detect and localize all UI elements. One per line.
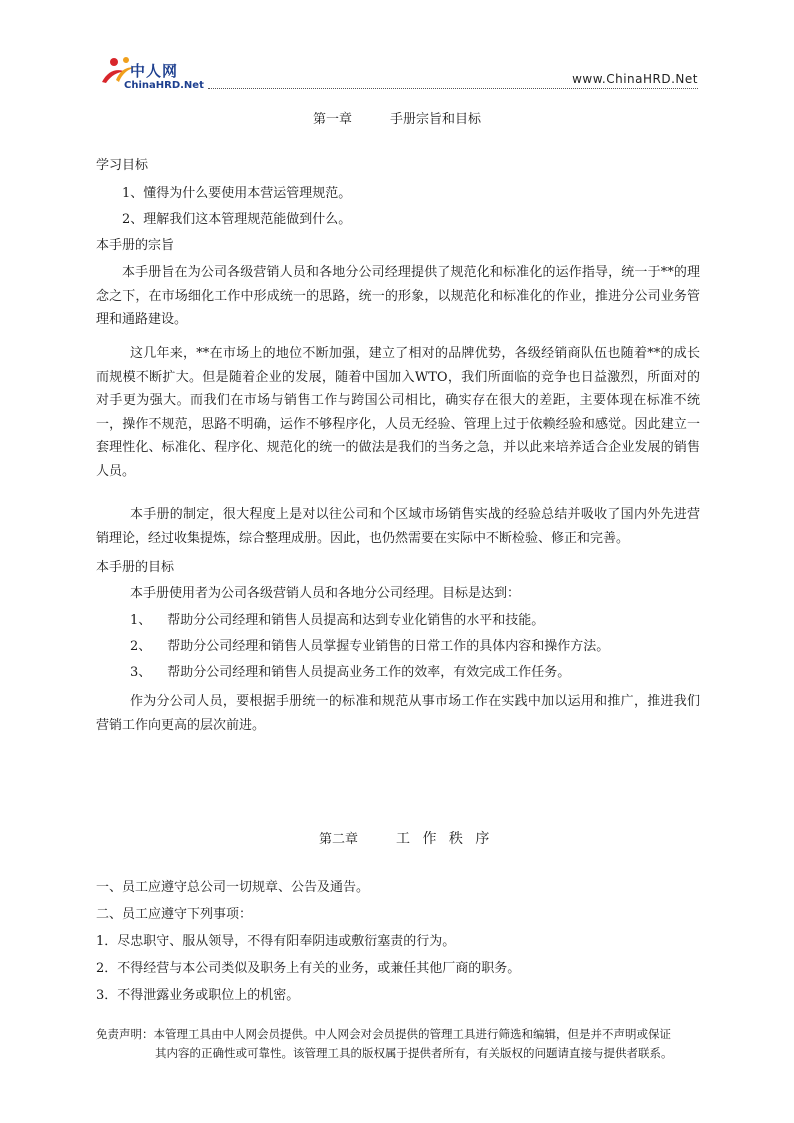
disclaimer bbox=[96, 1025, 700, 1063]
rule-item-2: 二、员工应遵守下列事项： bbox=[96, 907, 253, 922]
target-item-2-number: 2、 bbox=[130, 639, 152, 654]
header-url: www.ChinaHRD.Net bbox=[572, 72, 698, 86]
header-divider bbox=[208, 88, 698, 89]
goal-item-1: 1、懂得为什么要使用本营运管理规范。 bbox=[122, 186, 352, 201]
disclaimer-line-1: 免责声明：本管理工具由中人网会员提供。中人网会对会员提供的管理工具进行筛选和编辑，但是并不声明或保证 bbox=[96, 1027, 671, 1041]
chapter-2-title: 工 作 秩 序 bbox=[396, 831, 494, 847]
target-item-1-text: 帮助分公司经理和销售人员提高和达到专业化销售的水平和技能。 bbox=[167, 613, 545, 628]
logo-chinese-text: 中人网 bbox=[130, 62, 179, 80]
section-purpose: 本手册的宗旨 bbox=[96, 238, 175, 253]
chapter-1-heading bbox=[313, 108, 481, 127]
chinahrd-logo bbox=[100, 56, 210, 96]
purpose-paragraph-3: 本手册的制定，很大程度上是对以往公司和个区域市场销售实战的经验总结并吸收了国内外先进营销理论，经过收集提炼，综合整理成册。因此，也仍然需要在实际中不断检验、修正和完善。 bbox=[96, 507, 700, 546]
target-item-1-number: 1、 bbox=[130, 613, 152, 628]
chapter-1-title: 手册宗旨和目标 bbox=[390, 112, 482, 127]
rule-item-2-3: 3．不得泄露业务或职位上的机密。 bbox=[96, 988, 300, 1003]
section-target: 本手册的目标 bbox=[96, 560, 175, 575]
rule-item-2-2: 2．不得经营与本公司类似及职务上有关的业务，或兼任其他厂商的职务。 bbox=[96, 961, 521, 976]
purpose-paragraph-1: 本手册旨在为公司各级营销人员和各地分公司经理提供了规范化和标准化的运作指导，统一于**的理念之下，在市场细化工作中形成统一的思路，统一的形象，以规范化和标准化的作业，推进分公司业务管理和通路建设。 bbox=[96, 265, 700, 327]
section-learning-goals: 学习目标 bbox=[96, 158, 149, 173]
rule-item-2-1: 1．尽忠职守、服从领导，不得有阳奉阴违或敷衍塞责的行为。 bbox=[96, 934, 456, 949]
target-item-2 bbox=[130, 639, 609, 655]
target-item-3 bbox=[130, 665, 570, 681]
logo-english-text: ChinaHRD.Net bbox=[124, 80, 204, 91]
purpose-paragraph-2: 这几年来，**在市场上的地位不断加强，建立了相对的品牌优势，各级经销商队伍也随着**的成长而规模不断扩大。但是随着企业的发展，随着中国加入WTO，我们所面临的竞争也日益激烈，所面对的对手更为强大。而我们在市场与销售工作与跨国公司相比，确实存在很大的差距，主要体现在标准不统一，操作不规范，思路不明确，运作不够程序化，人员无经验、管理上过于依赖经验和感觉。因此建立一套理性化、标准化、程序化、规范化的统一的做法是我们的当务之急，并以此来培养适合企业发展的销售人员。 bbox=[96, 346, 700, 479]
disclaimer-line-2: 其内容的正确性或可靠性。该管理工具的版权属于提供者所有，有关版权的问题请直接与提供者联系。 bbox=[155, 1046, 673, 1060]
target-intro: 本手册使用者为公司各级营销人员和各地分公司经理。目标是达到： bbox=[130, 586, 521, 601]
target-item-2-text: 帮助分公司经理和销售人员掌握专业销售的日常工作的具体内容和操作方法。 bbox=[167, 639, 610, 654]
target-item-3-text: 帮助分公司经理和销售人员提高业务工作的效率，有效完成工作任务。 bbox=[167, 665, 571, 680]
goal-item-2: 2、理解我们这本管理规范能做到什么。 bbox=[122, 212, 352, 227]
rule-item-1: 一、员工应遵守总公司一切规章、公告及通告。 bbox=[96, 880, 370, 895]
chapter-2-heading bbox=[319, 828, 493, 848]
closing-paragraph: 作为分公司人员，要根据手册统一的标准和规范从事市场工作在实践中加以运用和推广，推进我们营销工作向更高的层次前进。 bbox=[96, 694, 700, 733]
chapter-1-number: 第一章 bbox=[313, 112, 353, 127]
target-item-3-number: 3、 bbox=[130, 665, 152, 680]
chapter-2-number: 第二章 bbox=[319, 832, 359, 847]
target-item-1 bbox=[130, 613, 544, 629]
